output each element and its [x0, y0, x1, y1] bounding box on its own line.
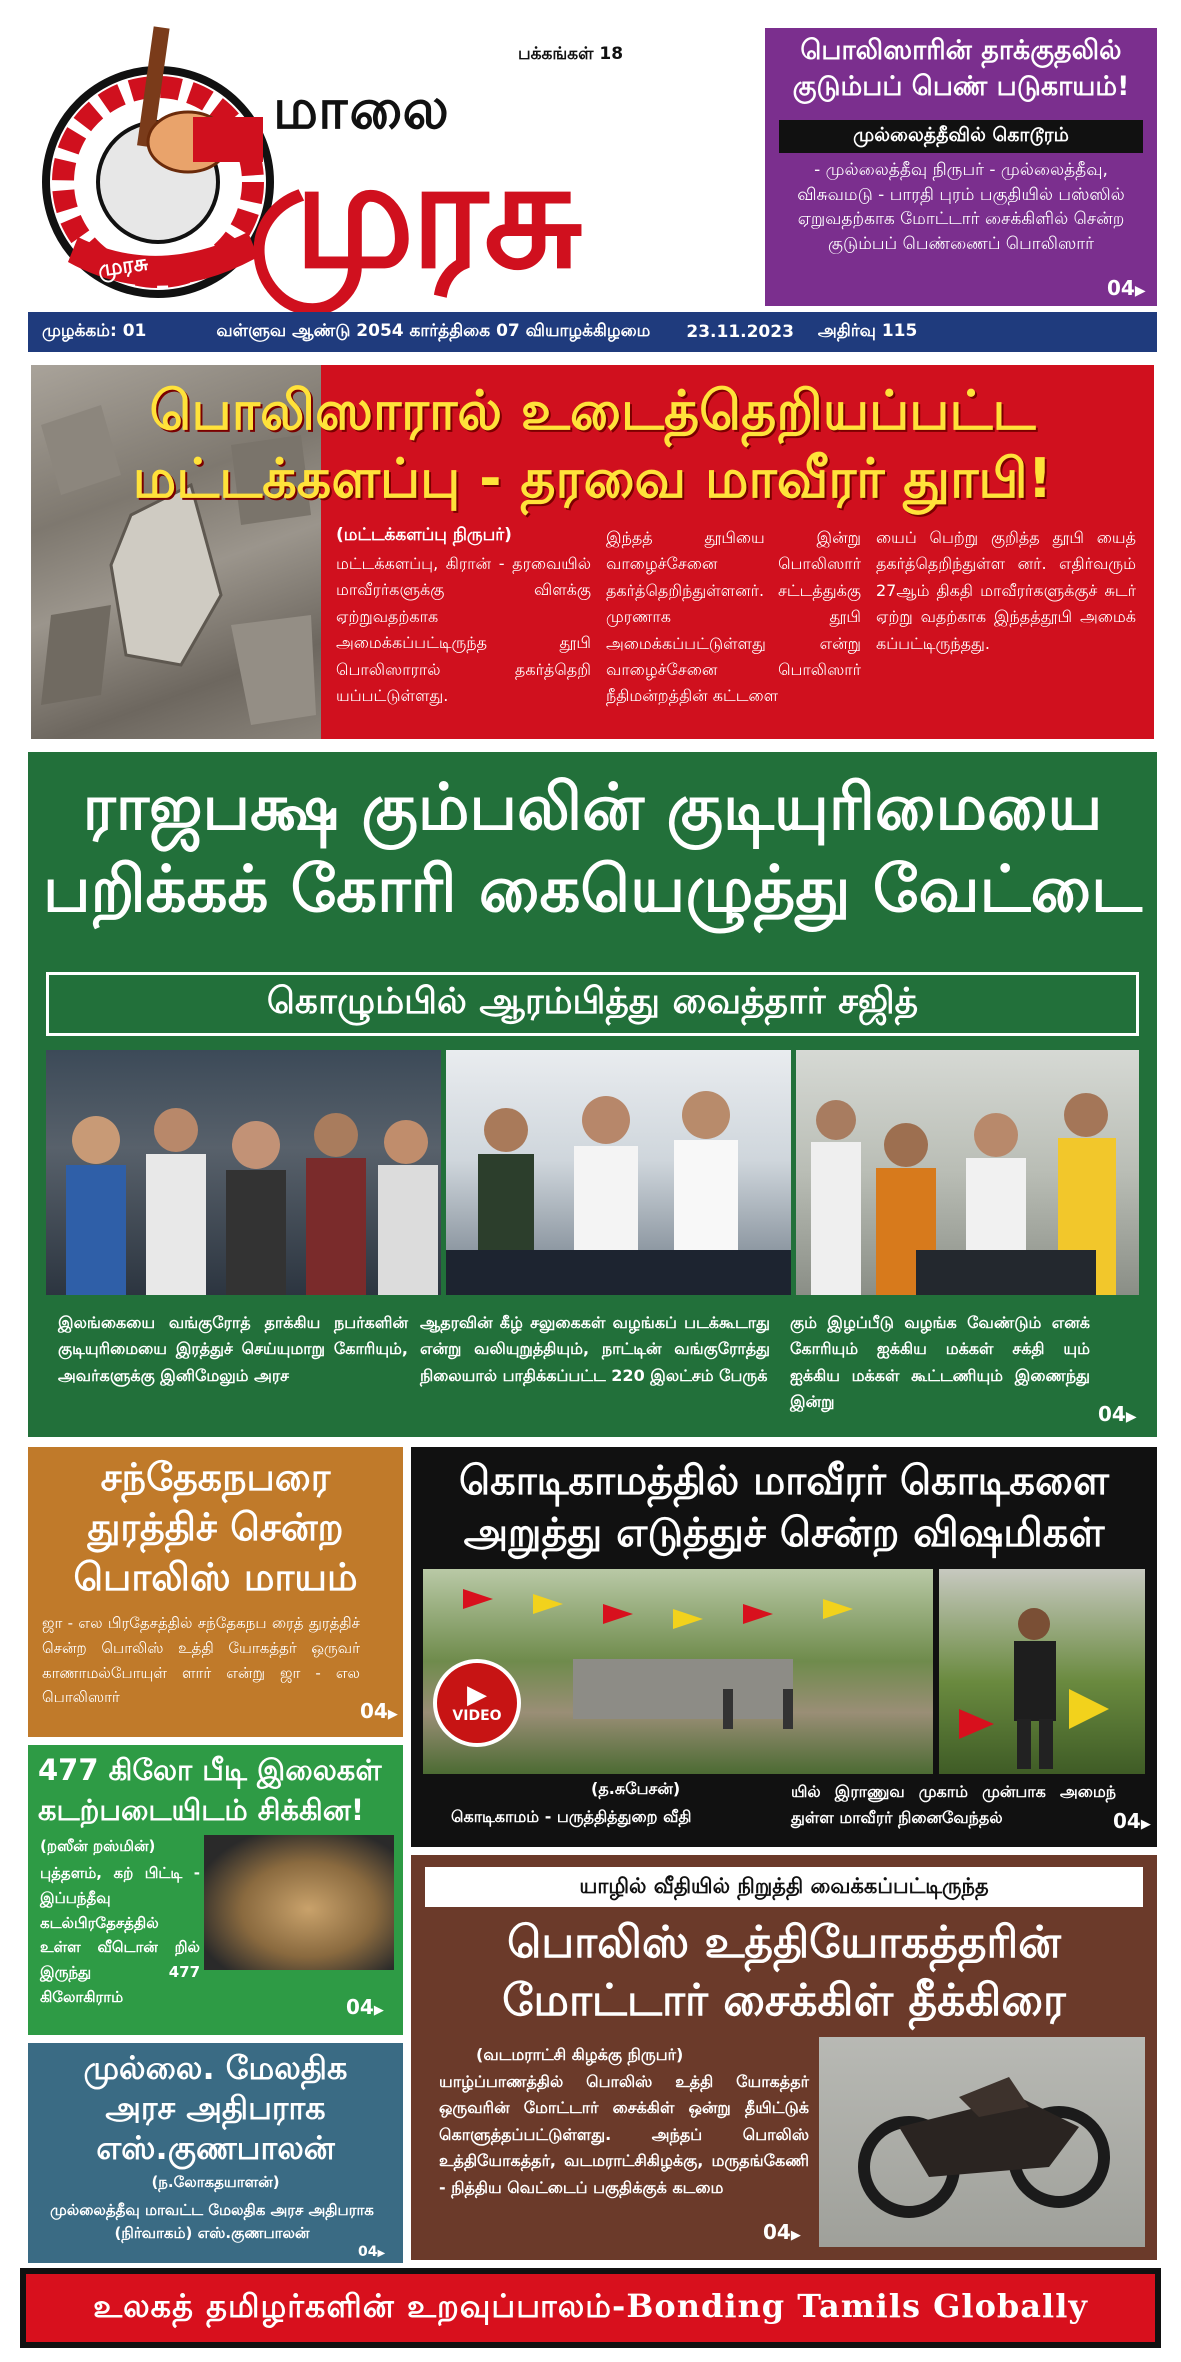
story1-headline-2: மட்டக்களப்பு - தரவை மாவீரர் துாபி!: [132, 447, 1053, 510]
story3-headline-3: பொலிஸ் மாயம்: [73, 1555, 358, 1599]
story6-headline-1: பொலிஸ் உத்தியோகத்தரின்: [507, 1917, 1061, 1968]
story2-subhead-box: [46, 972, 1139, 1036]
story3-headline-2: துரத்திச் சென்ற: [87, 1505, 344, 1549]
photo-seized-leaves: [204, 1835, 394, 1970]
teaser-box: [765, 28, 1157, 306]
play-icon: ▶: [467, 1680, 487, 1710]
story4-headline-1: கொடிகாமத்தில் மாவீரர் கொடிகளை: [459, 1458, 1109, 1504]
story6-headline-2: மோட்டார் சைக்கிள் தீக்கிரை: [502, 1975, 1066, 2026]
story6-body: யாழ்ப்பாணத்தில் பொலிஸ் உத்தி யோகத்தர் ஒருவரின் மோட்டார் சைக்கிள் ஒன்று தீயிட்டுக் கொளுத்தப்பட்டுள்ளது. அந்தப் பொலிஸ் உத்தியோகத்தர், வடமராட்சிகிழக்கு, மருதங்கேணி - நித்திய வெட்டைப் பகுதிக்குக் கடமை: [439, 2072, 809, 2197]
story-signature-campaign: [28, 752, 1157, 1437]
story2-column-2: ஆதரவின் கீழ் சலுகைகள் வழங்கப் படக்கூடாது என்று வலியுறுத்தியும், நாட்டின் வங்குரோத்து நிலையால் பாதிக்கப்பட்ட 220 இலட்சம் பேருக்: [420, 1313, 770, 1385]
date: 23.11.2023: [686, 322, 794, 342]
story4-page-ref[interactable]: [1113, 1809, 1151, 1833]
story2-column-1: இலங்கையை வங்குரோத் தாக்கிய நபர்களின் குடியுரிமையை இரத்துச் செய்யுமாறு கோரியும், அவர்களுக்கு இனிமேலும் அரச: [58, 1313, 408, 1385]
story7-headline-3: எஸ்.குணபாலன்: [96, 2129, 335, 2167]
logo-top-word: மாலை: [273, 77, 451, 142]
story6-kicker-box: [425, 1867, 1143, 1907]
story1-column-3: யைப் பெற்று குறித்த தூபி யைத் தகர்த்தெறிந்துள்ள னர். எதிர்வரும் 27ஆம் திகதி மாவீரர்களுக்குச் சுடர் ஏற்று வதற்காக இந்தத்தூபி அமைக் கப்பட்டிருந்தது.: [876, 528, 1136, 653]
story5-page-ref[interactable]: [346, 1995, 384, 2019]
arrow-right-icon: ▶: [387, 1707, 398, 1722]
story7-page-number: 04: [358, 2244, 378, 2260]
story2-page-ref[interactable]: [1098, 1402, 1137, 1426]
story3-page-number: 04: [360, 1699, 388, 1723]
story1-headline-1: பொலிஸாரால் உடைத்தெறியப்பட்ட: [149, 379, 1036, 442]
photo-crowd-signing: [46, 1050, 441, 1295]
story5-body: புத்தளம், கற் பிட்டி - இப்பந்தீவு கடல்பிரதேசத்தில் உள்ள வீடொன் றில் இருந்து 477 கிலோகிராம்: [40, 1864, 200, 2006]
footer-tagline-bar: [26, 2274, 1155, 2342]
story6-kicker: யாழில் வீதியில் நிறுத்தி வைக்கப்பட்டிருந்த: [579, 1873, 989, 1898]
teaser-body: - முல்லைத்தீவு நிருபர் - முல்லைத்தீவு, விசுவமடு - பாரதி புரம் பகுதியில் பஸ்ஸில் ஏறுவதற்காக மோட்டார் சைக்கிளில் சென்ற குடும்பப் பெண்ணைப் பொலிஸார்: [797, 160, 1125, 254]
story7-body: முல்லைத்தீவு மாவட்ட மேலதிக அரச அதிபராக (நிர்வாகம்) எஸ்.குணபாலன்: [50, 2201, 374, 2243]
story2-subhead: கொழும்பில் ஆரம்பித்து வைத்தார் சஜித்: [266, 981, 919, 1022]
story4-column-1: கொடிகாமம் - பருத்தித்துறை வீதி: [451, 1807, 692, 1826]
footer-tagline: உலகத் தமிழர்களின் உறவுப்பாலம்-Bonding Tamils Globally: [93, 2287, 1088, 2325]
story1-byline: (மட்டக்களப்பு நிருபர்): [336, 525, 512, 545]
story7-headline-2: அரச அதிபராக: [105, 2089, 326, 2127]
logo-main-word: முரசு: [248, 128, 578, 302]
story1-column-2: இந்தத் தூபியை இன்று வாழைச்சேனை பொலிஸார் தகர்த்தெறிந்துள்ளனர். சட்டத்துக்கு முரணாக தூபி அமைக்கப்பட்டுள்ளது என்று வாழைச்சேனை பொலிஸார் நீதிமன்றத்தின் கட்டளை: [606, 528, 861, 706]
issue-number: அதிர்வு 115: [817, 321, 918, 341]
arrow-right-icon: ▶: [1140, 1817, 1151, 1832]
story1-column-1: மட்டக்களப்பு, கிரான் - தரவையில் மாவீரர்களுக்கு விளக்கு ஏற்றுவதற்காக அமைக்கப்பட்டிருந்த தூபி பொலிஸாரால் தகர்த்தெறி யப்பட்டுள்ளது.: [336, 554, 591, 705]
story5-page-number: 04: [346, 1995, 374, 2019]
story3-page-ref[interactable]: [360, 1699, 398, 1723]
photo-leaders-signing: [446, 1050, 791, 1295]
story6-page-number: 04: [763, 2220, 791, 2244]
photo-monks-signing: [796, 1050, 1139, 1295]
masthead: [28, 22, 768, 307]
story5-headline-2: கடற்படையிடம் சிக்கின!: [38, 1793, 365, 1827]
photo-person-with-flags: [939, 1569, 1145, 1774]
story-police-missing: [28, 1447, 403, 1737]
story3-body: ஜா - எல பிரதேசத்தில் சந்தேகநப ரைத் துரத்திச் சென்ற பொலிஸ் உத்தி யோகத்தர் ஒருவர் காணாமல்போயுள் ளார் என்று ஜா - எல பொலிஸார்: [42, 1614, 360, 1707]
story5-headline-1: 477 கிலோ பீடி இலைகள்: [38, 1753, 382, 1787]
story-motorcycle-fire: [411, 1855, 1157, 2260]
arrow-right-icon: ▶: [373, 2003, 384, 2018]
story7-headline-1: முல்லை. மேலதிக: [83, 2049, 348, 2087]
story-flags-removed: [411, 1447, 1157, 1847]
story2-column-3: கும் இழப்பீடு வழங்க வேண்டும் எனக் கோரியும் ஐக்கிய மக்கள் சக்தி யும் ஐக்கிய மக்கள் கூட்டணியும் இணைந்து இன்று: [790, 1313, 1090, 1412]
story5-byline: (றஸீன் றஸ்மின்): [40, 1837, 156, 1855]
story-gunapalan: [28, 2043, 403, 2263]
story3-headline-1: சந்தேகநபரை: [100, 1455, 331, 1499]
tamil-date: வள்ளுவ ஆண்டு 2054 கார்த்திகை 07 வியாழக்கிழமை: [216, 321, 651, 341]
dateline-bar: [28, 312, 1157, 352]
teaser-page-number: 04: [1107, 276, 1135, 300]
story6-page-ref[interactable]: [763, 2220, 801, 2244]
story2-page-number: 04: [1098, 1402, 1126, 1426]
arrow-right-icon: ▶: [377, 2248, 386, 2259]
video-label: VIDEO: [452, 1708, 502, 1724]
volume-number: முழக்கம்: 01: [42, 321, 147, 341]
video-play-button[interactable]: [433, 1659, 521, 1747]
teaser-headline-2: குடும்பப் பெண் படுகாயம்!: [792, 71, 1130, 102]
story-monument: [28, 362, 1157, 742]
teaser-headline-1: பொலிஸாரின் தாக்குதலில்: [800, 35, 1122, 66]
footer-frame: [20, 2268, 1161, 2348]
emblem-label: முரசு: [96, 250, 150, 283]
story4-page-number: 04: [1113, 1809, 1141, 1833]
story6-byline: (வடமராட்சி கிழக்கு நிருபர்): [476, 2045, 684, 2064]
teaser-page-ref[interactable]: [1107, 276, 1146, 300]
story4-column-2: யில் இராணுவ முகாம் முன்பாக அமைந் துள்ள மாவீரர் நினைவேந்தல்: [791, 1782, 1116, 1828]
page-count: பக்கங்கள் 18: [518, 44, 624, 64]
arrow-right-icon: ▶: [790, 2228, 801, 2243]
story2-headline-2: பறிக்கக் கோரி கையெழுத்து வேட்டை: [42, 853, 1143, 927]
story7-page-ref[interactable]: [358, 2241, 385, 2260]
story4-headline-2: அறுத்து எடுத்துச் சென்ற விஷமிகள்: [463, 1510, 1105, 1556]
story-beedi-leaves: [28, 1745, 403, 2035]
arrow-right-icon: ▶: [1134, 283, 1146, 299]
photo-burnt-motorcycle: [819, 2037, 1145, 2247]
arrow-right-icon: ▶: [1125, 1409, 1137, 1425]
story7-byline: (ந.லோகதயாளன்): [151, 2173, 280, 2191]
story2-headline-1: ராஜபக்ஷ கும்பலின் குடியுரிமையை: [82, 771, 1103, 845]
teaser-kicker: முல்லைத்தீவில் கொடூரம்: [779, 120, 1143, 153]
story4-byline: (த.சுபேசன்): [591, 1779, 681, 1798]
